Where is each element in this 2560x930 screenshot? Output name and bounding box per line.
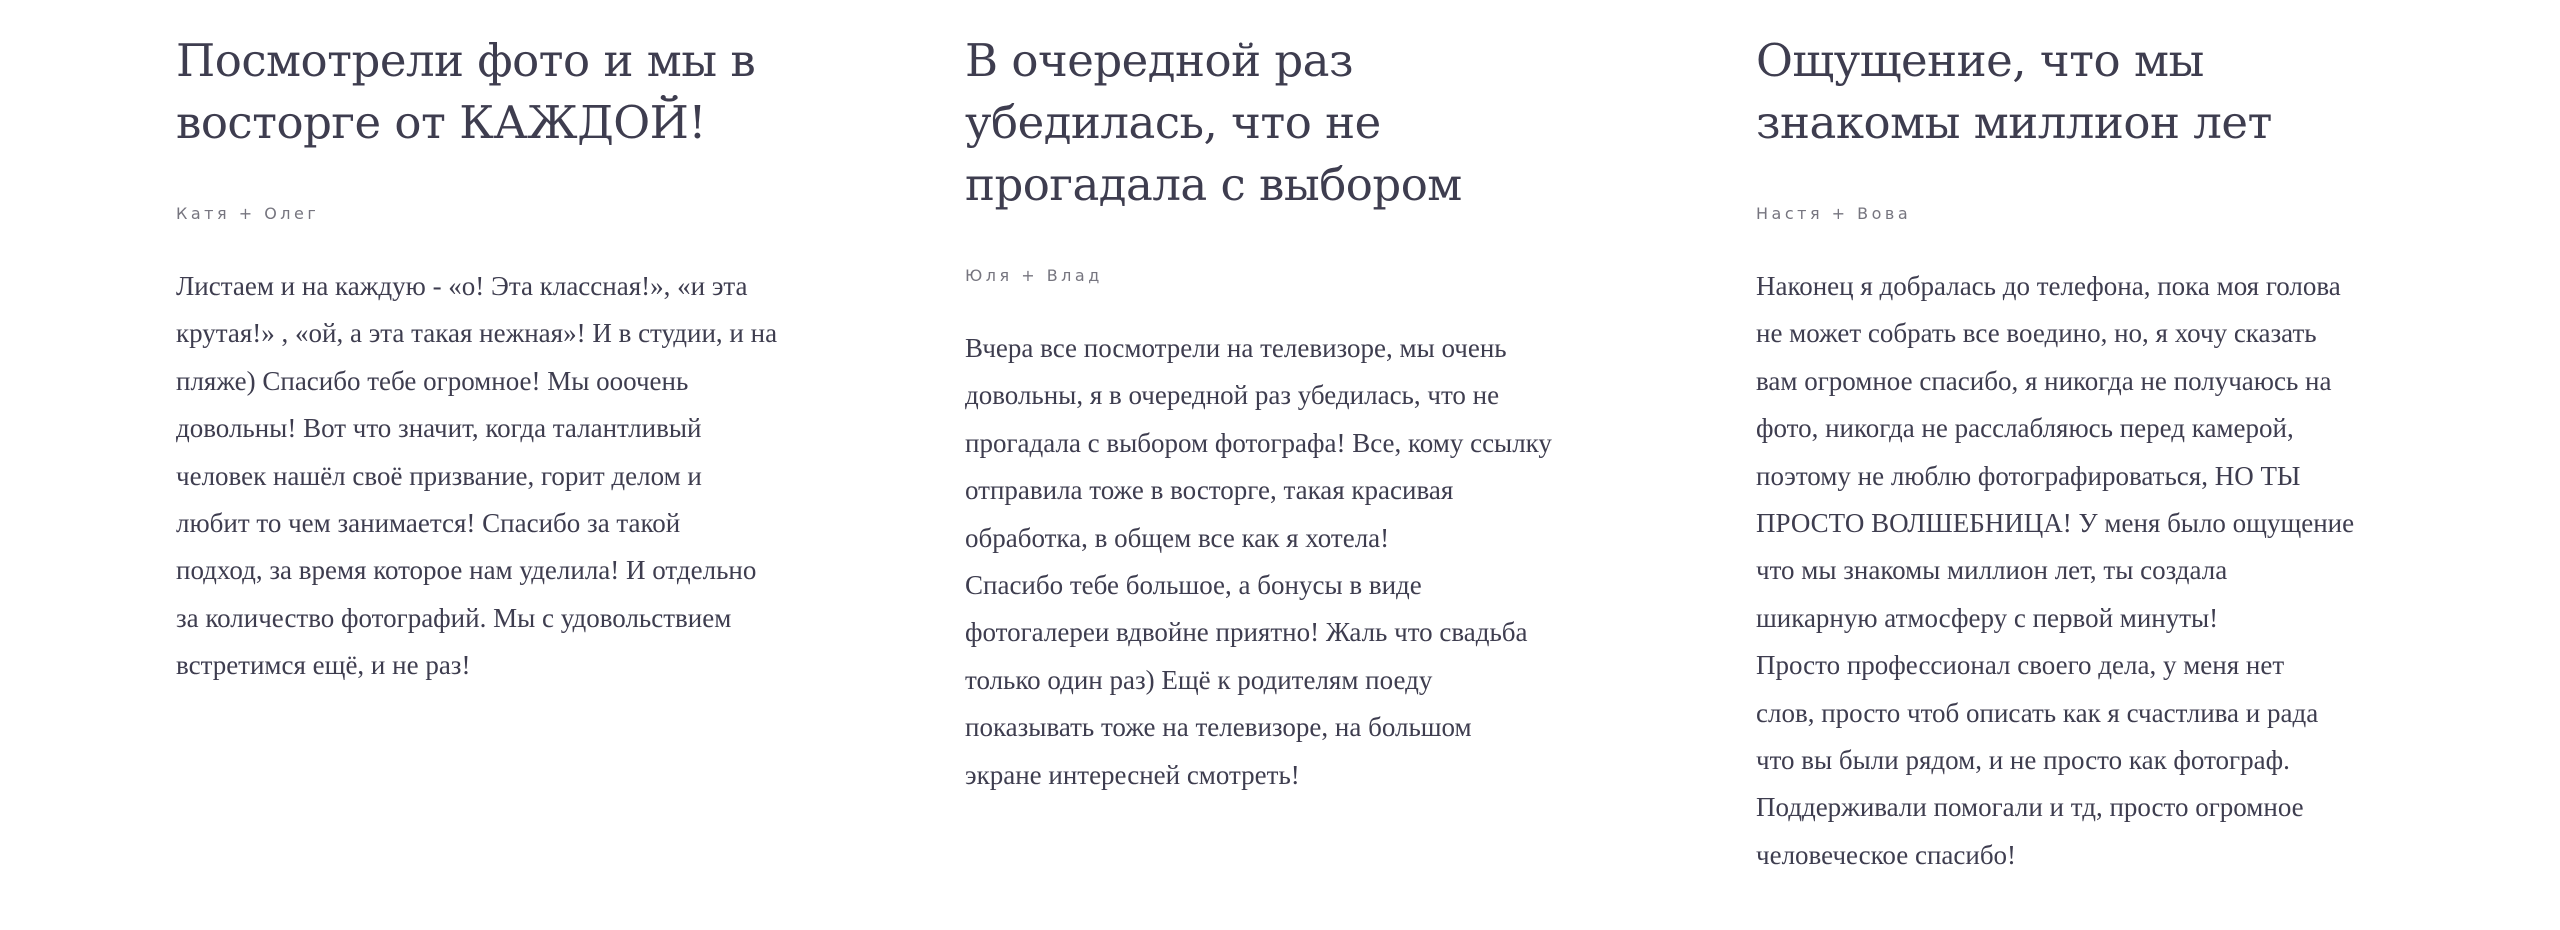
text-line: поэтому не люблю фотографироваться, НО ТЫ — [1756, 460, 2301, 491]
review-title — [1756, 30, 2456, 154]
review-text — [1756, 263, 2456, 879]
title-line: знакомы миллион лет — [1756, 96, 2272, 149]
text-line: любит то чем занимается! Спасибо за такой — [176, 508, 681, 539]
title-line: В очередной раз — [965, 34, 1354, 87]
title-line: Посмотрели фото и мы в — [176, 34, 756, 87]
text-line: Наконец я добралась до телефона, пока моя голова — [1756, 271, 2341, 301]
title-line: Ощущение, что мы — [1756, 34, 2204, 87]
text-line: показывать тоже на телевизоре, на большом — [965, 712, 1472, 743]
text-line: не может собрать все воедино, но, я хочу сказать — [1756, 318, 2317, 349]
text-line: подход, за время которое нам уделила! И отдельно — [176, 555, 757, 586]
text-line: Вчера все посмотрели на телевизоре, мы очень — [965, 333, 1507, 363]
text-line: крутая!» , «ой, а эта такая нежная»! И в студии, и на — [176, 318, 778, 349]
text-line: фотогалереи вдвойне приятно! Жаль что свадьба — [965, 617, 1528, 648]
text-line: что мы знакомы миллион лет, ты создала — [1756, 555, 2228, 586]
text-line: довольны, я в очередной раз убедилась, что не — [965, 380, 1500, 411]
review-author: Настя + Вова — [1756, 204, 1912, 223]
review-title — [965, 30, 1665, 216]
text-line: довольны! Вот что значит, когда талантливый — [176, 413, 702, 444]
review-author: Катя + Олег — [176, 204, 320, 223]
text-line: Просто профессионал своего дела, у меня нет — [1756, 650, 2285, 681]
review-author: Юля + Влад — [965, 266, 1103, 285]
review-card — [1756, 30, 2456, 879]
text-line: Поддерживали помогали и тд, просто огромное — [1756, 792, 2304, 823]
title-line: убедилась, что не — [965, 96, 1381, 149]
review-text — [176, 263, 876, 690]
text-line: встретимся ещё, и не раз! — [176, 650, 471, 681]
text-line: пляже) Спасибо тебе огромное! Мы ооочень — [176, 365, 689, 396]
text-line: ПРОСТО ВОЛШЕБНИЦА! У меня было ощущение — [1756, 508, 2355, 539]
text-line: что вы были рядом, и не просто как фотограф. — [1756, 745, 2290, 776]
text-line: отправила тоже в восторге, такая красивая — [965, 475, 1454, 506]
text-line: Спасибо тебе большое, а бонусы в виде — [965, 570, 1422, 601]
text-line: вам огромное спасибо, я никогда не получаюсь на — [1756, 365, 2332, 396]
review-card — [965, 30, 1665, 799]
review-text — [965, 325, 1665, 799]
review-title — [176, 30, 876, 154]
text-line: обработка, в общем все как я хотела! — [965, 522, 1390, 553]
text-line: Листаем и на каждую - «о! Эта классная!», «и эта — [176, 271, 748, 301]
text-line: прогадала с выбором фотографа! Все, кому ссылку — [965, 427, 1552, 458]
text-line: экране интересней смотреть! — [965, 759, 1300, 790]
text-line: только один раз) Ещё к родителям поеду — [965, 664, 1433, 695]
text-line: шикарную атмосферу с первой минуты! — [1756, 602, 2219, 633]
title-line: прогадала с выбором — [965, 158, 1462, 211]
text-line: фото, никогда не расслабляюсь перед камерой, — [1756, 413, 2294, 444]
text-line: человек нашёл своё призвание, горит делом и — [176, 460, 702, 491]
text-line: слов, просто чтоб описать как я счастлива и рада — [1756, 697, 2319, 728]
title-line: восторге от КАЖДОЙ! — [176, 96, 706, 149]
review-card — [176, 30, 876, 690]
text-line: человеческое спасибо! — [1756, 839, 2017, 870]
text-line: за количество фотографий. Мы с удовольствием — [176, 602, 732, 633]
